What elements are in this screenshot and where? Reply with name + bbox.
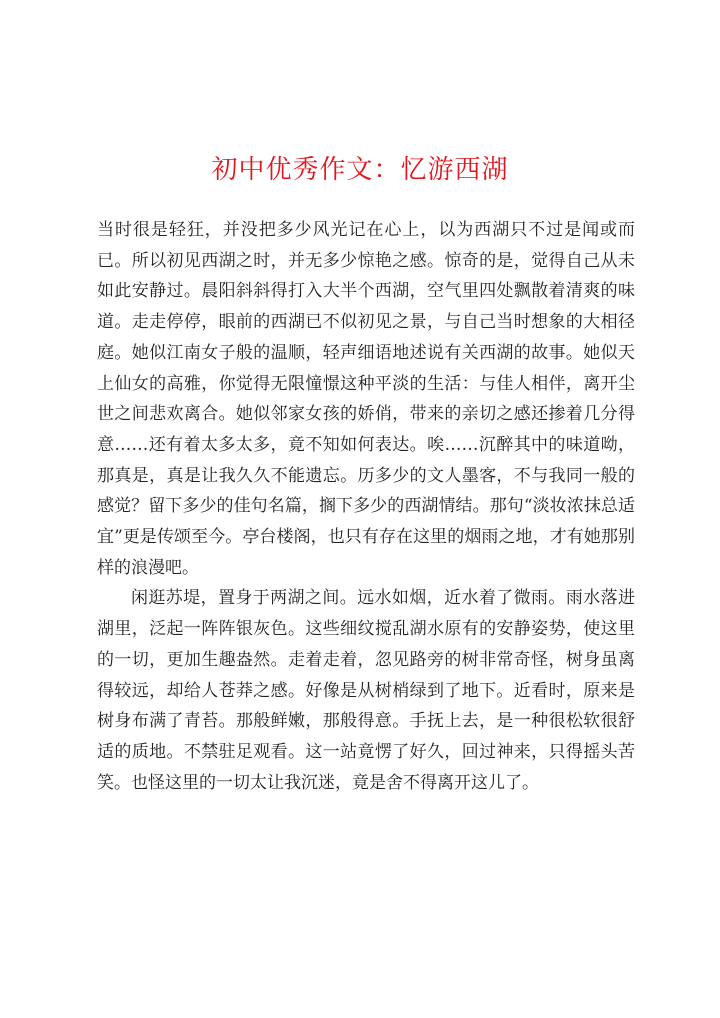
paragraph-1: 当时很是轻狂，并没把多少风光记在心上，以为西湖只不过是闻或而已。所以初见西湖之时，并无多少惊艳之感。惊奇的是，觉得自己从未如此安静过。晨阳斜斜得打入大半个西湖，空气里四处飘散着清爽的味道。走走停停，眼前的西湖已不似初见之景，与自己当时想象的大相径庭。她似江南女子般的温顺，轻声细语地述说有关西湖的故事。她似天上仙女的高雅，你觉得无限憧憬这种平淡的生活：与佳人相伴，离开尘世之间悲欢离合。她似邻家女孩的娇俏，带来的亲切之感还掺着几分得意……还有着太多太多，竟不知如何表达。唉……沉醉其中的味道呦，那真是，真是让我久久不能遗忘。历多少的文人墨客，不与我同一般的感觉？留下多少的佳句名篇，搁下多少的西湖情结。那句“淡妆浓抹总适宜”更是传颂至今。亭台楼阁，也只有存在这里的烟雨之地，才有她那别样的浪漫吧。	[97, 220, 635, 578]
page-title: 初中优秀作文：忆游西湖	[211, 155, 509, 185]
paragraph-2: 闲逛苏堤，置身于两湖之间。远水如烟，近水着了微雨。雨水落进湖里，泛起一阵阵银灰色。这些细纹搅乱湖水原有的安静姿势，使这里的一切，更加生趣盎然。走着走着，忽见路旁的树非常奇怪，树身虽离得较远，却给人苍莽之感。好像是从树梢绿到了地下。近看时，原来是树身布满了青苔。那般鲜嫩，那般得意。手抚上去，是一种很松软很舒适的质地。不禁驻足观看。这一站竟愣了好久，回过神来，只得摇头苦笑。也怪这里的一切太让我沉迷，竟是舍不得离开这儿了。	[97, 588, 635, 793]
article-body	[97, 215, 635, 798]
